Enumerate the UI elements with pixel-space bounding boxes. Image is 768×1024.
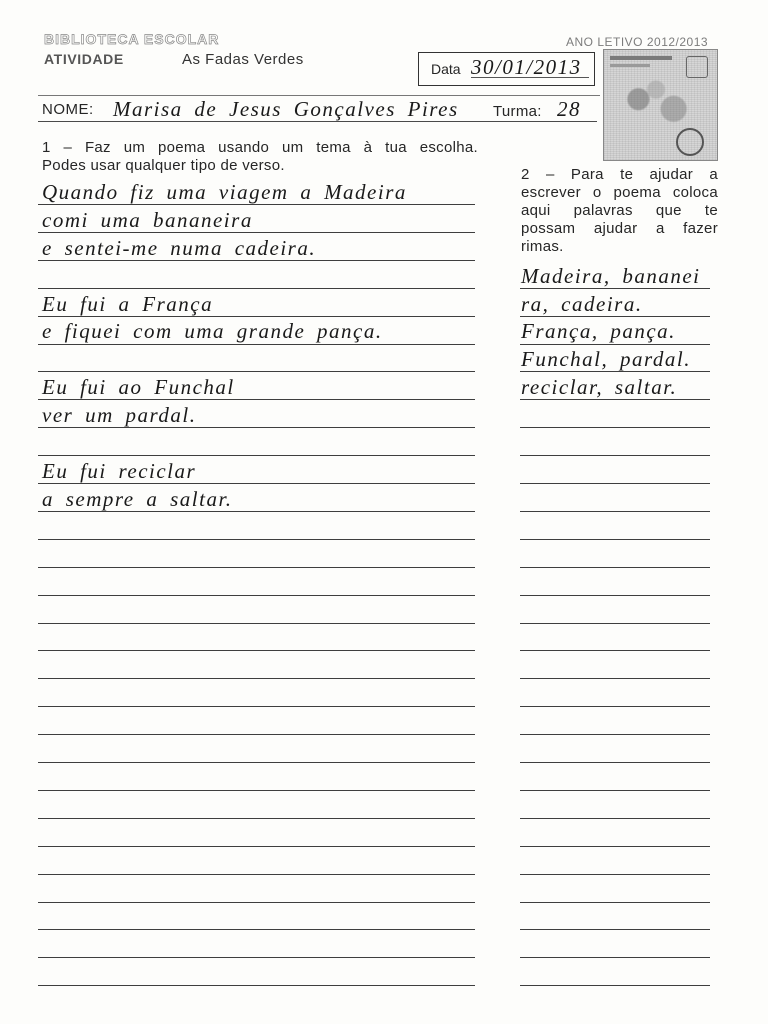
cover-illustration <box>612 80 700 128</box>
ruled-line <box>520 539 710 540</box>
ruled-line <box>520 790 710 791</box>
ruled-line <box>520 734 710 735</box>
ruled-line <box>38 288 475 289</box>
poem-line: Eu fui ao Funchal <box>42 375 235 399</box>
ruled-line <box>38 790 475 791</box>
ruled-line <box>38 623 475 624</box>
library-stamp <box>676 128 704 156</box>
poem-line: Eu fui a França <box>42 292 214 316</box>
ruled-line <box>38 874 475 875</box>
student-name: Marisa de Jesus Gonçalves Pires <box>113 97 459 121</box>
exercise-2-instruction-line: 2 – Para te ajudar a <box>521 166 718 183</box>
class-label: Turma: <box>493 103 542 120</box>
exercise-2-instruction-line: aqui palavras que te <box>521 202 718 219</box>
ruled-line <box>38 762 475 763</box>
ruled-line <box>520 957 710 958</box>
ruled-line <box>520 678 710 679</box>
ruled-line <box>520 650 710 651</box>
ruled-line <box>38 846 475 847</box>
ruled-line <box>520 427 710 428</box>
ruled-line <box>520 706 710 707</box>
poem-line: a sempre a saltar. <box>42 487 233 511</box>
ruled-line <box>520 623 710 624</box>
ruled-line <box>520 846 710 847</box>
ruled-line <box>38 929 475 930</box>
exercise-2-instruction-line: escrever o poema coloca <box>521 184 718 201</box>
poem-line: comi uma bananeira <box>42 208 253 232</box>
rhyme-line: ra, cadeira. <box>521 292 643 316</box>
exercise-1-instruction-line: 1 – Faz um poema usando um tema à tua escolha. <box>42 139 478 156</box>
ruled-line <box>38 567 475 568</box>
poem-line: ver um pardal. <box>42 403 197 427</box>
rhyme-line: Funchal, pardal. <box>521 347 691 371</box>
publisher-logo <box>686 56 708 78</box>
name-row-underline <box>38 121 597 122</box>
ruled-line <box>520 762 710 763</box>
ruled-line <box>520 985 710 986</box>
rhyme-line: reciclar, saltar. <box>521 375 678 399</box>
ruled-line <box>38 650 475 651</box>
ruled-line <box>520 595 710 596</box>
ruled-line <box>38 595 475 596</box>
ruled-line <box>38 539 475 540</box>
ruled-line <box>38 818 475 819</box>
date-label: Data <box>431 61 461 77</box>
name-label: NOME: <box>42 101 94 118</box>
date-box <box>418 52 595 86</box>
poem-line: Quando fiz uma viagem a Madeira <box>42 180 407 204</box>
ruled-line <box>38 902 475 903</box>
exercise-1-instruction-line: Podes usar qualquer tipo de verso. <box>42 157 285 174</box>
poem-line: Eu fui reciclar <box>42 459 197 483</box>
activity-label: ATIVIDADE <box>44 51 124 67</box>
poem-line: e fiquei com uma grande pança. <box>42 319 383 343</box>
ruled-line <box>38 678 475 679</box>
ruled-line <box>520 929 710 930</box>
library-label: BIBLIOTECA ESCOLAR <box>44 31 220 47</box>
rhyme-line: Madeira, bananei <box>521 264 701 288</box>
ruled-line <box>38 371 475 372</box>
ruled-line <box>38 957 475 958</box>
rhyme-line: França, pança. <box>521 319 676 343</box>
exercise-2-instruction-line: rimas. <box>521 238 564 255</box>
book-cover-image <box>603 49 718 161</box>
date-value: 30/01/2013 <box>471 55 582 79</box>
ruled-line <box>38 985 475 986</box>
ruled-line <box>38 734 475 735</box>
ruled-line <box>520 874 710 875</box>
ruled-line <box>520 902 710 903</box>
activity-title: As Fadas Verdes <box>182 51 304 68</box>
ruled-line <box>520 567 710 568</box>
ruled-line <box>520 511 710 512</box>
exercise-2-instruction-line: possam ajudar a fazer <box>521 220 718 237</box>
school-year: ANO LETIVO 2012/2013 <box>566 35 709 49</box>
ruled-line <box>520 818 710 819</box>
date-underline <box>471 77 589 78</box>
ruled-line <box>520 483 710 484</box>
ruled-line <box>38 455 475 456</box>
class-value: 28 <box>557 97 581 121</box>
ruled-line <box>520 455 710 456</box>
cover-subtitle-band <box>610 64 650 67</box>
ruled-line <box>38 706 475 707</box>
cover-title-band <box>610 56 672 60</box>
poem-line: e sentei-me numa cadeira. <box>42 236 317 260</box>
